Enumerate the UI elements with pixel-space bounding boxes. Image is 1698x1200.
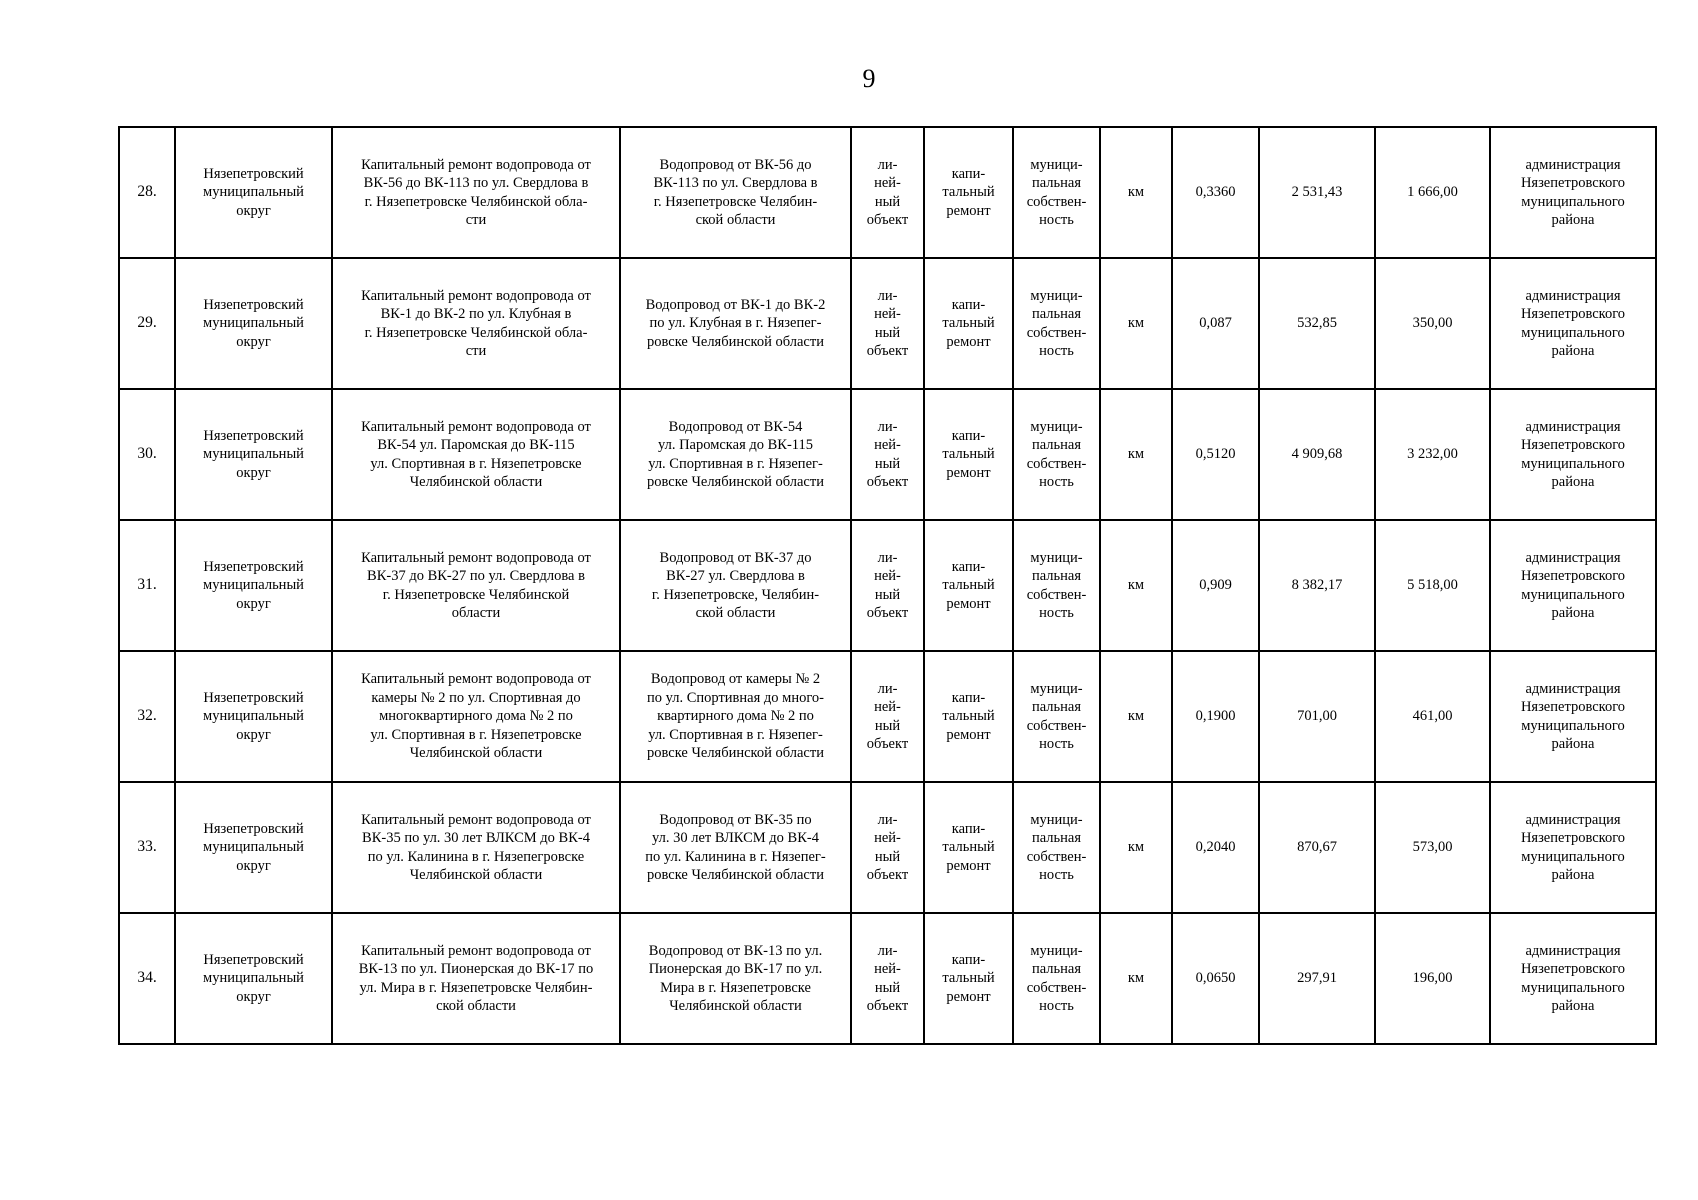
row-number: 34. (119, 913, 175, 1044)
row-number: 29. (119, 258, 175, 389)
object-cell: Водопровод от камеры № 2 по ул. Спортивная до много- квартирного дома № 2 по ул. Спортивная в г. Нязепег- ровске Челябинской области (620, 651, 851, 782)
row-number: 28. (119, 127, 175, 258)
cost-share-cell: 461,00 (1375, 651, 1490, 782)
object-cell: Водопровод от ВК-13 по ул. Пионерская до ВК-17 по ул. Мира в г. Нязепетровске Челябинской области (620, 913, 851, 1044)
table-row (119, 389, 1656, 520)
quantity-cell: 0,0650 (1172, 913, 1259, 1044)
municipality-cell: Нязепетровский муниципальный округ (175, 913, 332, 1044)
municipality-cell: Нязепетровский муниципальный округ (175, 520, 332, 651)
table-row (119, 258, 1656, 389)
row-number: 30. (119, 389, 175, 520)
object-cell: Водопровод от ВК-37 до ВК-27 ул. Свердлова в г. Нязепетровске, Челябин- ской области (620, 520, 851, 651)
ownership-cell: муници- пальная собствен- ность (1013, 389, 1100, 520)
ownership-cell: муници- пальная собствен- ность (1013, 782, 1100, 913)
executor-cell: администрация Нязепетровского муниципального района (1490, 389, 1656, 520)
cost-total-cell: 2 531,43 (1259, 127, 1375, 258)
object-type-cell: ли- ней- ный объект (851, 389, 924, 520)
executor-cell: администрация Нязепетровского муниципального района (1490, 127, 1656, 258)
object-cell: Водопровод от ВК-54 ул. Паромская до ВК-115 ул. Спортивная в г. Нязепег- ровске Челябинской области (620, 389, 851, 520)
work-type-cell: капи- тальный ремонт (924, 651, 1013, 782)
event-cell: Капитальный ремонт водопровода от ВК-37 до ВК-27 по ул. Свердлова в г. Нязепетровске Челябинской области (332, 520, 620, 651)
municipality-cell: Нязепетровский муниципальный округ (175, 651, 332, 782)
table-row (119, 782, 1656, 913)
quantity-cell: 0,087 (1172, 258, 1259, 389)
object-type-cell: ли- ней- ный объект (851, 520, 924, 651)
table-row (119, 913, 1656, 1044)
object-type-cell: ли- ней- ный объект (851, 258, 924, 389)
municipality-cell: Нязепетровский муниципальный округ (175, 127, 332, 258)
cost-share-cell: 5 518,00 (1375, 520, 1490, 651)
work-type-cell: капи- тальный ремонт (924, 258, 1013, 389)
row-number: 31. (119, 520, 175, 651)
table-row (119, 520, 1656, 651)
object-type-cell: ли- ней- ный объект (851, 782, 924, 913)
event-cell: Капитальный ремонт водопровода от ВК-1 до ВК-2 по ул. Клубная в г. Нязепетровске Челябинской обла- сти (332, 258, 620, 389)
table-row (119, 651, 1656, 782)
cost-total-cell: 4 909,68 (1259, 389, 1375, 520)
cost-total-cell: 870,67 (1259, 782, 1375, 913)
executor-cell: администрация Нязепетровского муниципального района (1490, 520, 1656, 651)
work-type-cell: капи- тальный ремонт (924, 520, 1013, 651)
cost-share-cell: 196,00 (1375, 913, 1490, 1044)
executor-cell: администрация Нязепетровского муниципального района (1490, 913, 1656, 1044)
unit-cell: км (1100, 389, 1172, 520)
object-cell: Водопровод от ВК-1 до ВК-2 по ул. Клубная в г. Нязепег- ровске Челябинской области (620, 258, 851, 389)
unit-cell: км (1100, 913, 1172, 1044)
cost-total-cell: 297,91 (1259, 913, 1375, 1044)
cost-share-cell: 350,00 (1375, 258, 1490, 389)
cost-total-cell: 701,00 (1259, 651, 1375, 782)
executor-cell: администрация Нязепетровского муниципального района (1490, 651, 1656, 782)
unit-cell: км (1100, 651, 1172, 782)
quantity-cell: 0,909 (1172, 520, 1259, 651)
work-type-cell: капи- тальный ремонт (924, 127, 1013, 258)
page-number: 9 (862, 64, 876, 93)
unit-cell: км (1100, 127, 1172, 258)
work-type-cell: капи- тальный ремонт (924, 389, 1013, 520)
ownership-cell: муници- пальная собствен- ность (1013, 651, 1100, 782)
row-number: 33. (119, 782, 175, 913)
object-type-cell: ли- ней- ный объект (851, 127, 924, 258)
ownership-cell: муници- пальная собствен- ность (1013, 913, 1100, 1044)
work-type-cell: капи- тальный ремонт (924, 913, 1013, 1044)
cost-total-cell: 8 382,17 (1259, 520, 1375, 651)
cost-total-cell: 532,85 (1259, 258, 1375, 389)
cost-share-cell: 573,00 (1375, 782, 1490, 913)
event-cell: Капитальный ремонт водопровода от ВК-56 до ВК-113 по ул. Свердлова в г. Нязепетровске Челябинской обла- сти (332, 127, 620, 258)
table-row (119, 127, 1656, 258)
quantity-cell: 0,2040 (1172, 782, 1259, 913)
municipality-cell: Нязепетровский муниципальный округ (175, 258, 332, 389)
unit-cell: км (1100, 782, 1172, 913)
registry-table (118, 126, 1657, 1045)
quantity-cell: 0,3360 (1172, 127, 1259, 258)
work-type-cell: капи- тальный ремонт (924, 782, 1013, 913)
unit-cell: км (1100, 520, 1172, 651)
quantity-cell: 0,1900 (1172, 651, 1259, 782)
object-type-cell: ли- ней- ный объект (851, 913, 924, 1044)
cost-share-cell: 1 666,00 (1375, 127, 1490, 258)
quantity-cell: 0,5120 (1172, 389, 1259, 520)
object-type-cell: ли- ней- ный объект (851, 651, 924, 782)
ownership-cell: муници- пальная собствен- ность (1013, 258, 1100, 389)
event-cell: Капитальный ремонт водопровода от ВК-13 по ул. Пионерская до ВК-17 по ул. Мира в г. Нязепетровске Челябин- ской области (332, 913, 620, 1044)
unit-cell: км (1100, 258, 1172, 389)
ownership-cell: муници- пальная собствен- ность (1013, 127, 1100, 258)
executor-cell: администрация Нязепетровского муниципального района (1490, 782, 1656, 913)
row-number: 32. (119, 651, 175, 782)
event-cell: Капитальный ремонт водопровода от ВК-54 ул. Паромская до ВК-115 ул. Спортивная в г. Нязепетровске Челябинской области (332, 389, 620, 520)
object-cell: Водопровод от ВК-56 до ВК-113 по ул. Свердлова в г. Нязепетровске Челябин- ской области (620, 127, 851, 258)
event-cell: Капитальный ремонт водопровода от ВК-35 по ул. 30 лет ВЛКСМ до ВК-4 по ул. Калинина в г. Нязепегровске Челябинской области (332, 782, 620, 913)
municipality-cell: Нязепетровский муниципальный округ (175, 389, 332, 520)
cost-share-cell: 3 232,00 (1375, 389, 1490, 520)
executor-cell: администрация Нязепетровского муниципального района (1490, 258, 1656, 389)
event-cell: Капитальный ремонт водопровода от камеры № 2 по ул. Спортивная до многоквартирного дома № 2 по ул. Спортивная в г. Нязепетровске Челябинской области (332, 651, 620, 782)
object-cell: Водопровод от ВК-35 по ул. 30 лет ВЛКСМ до ВК-4 по ул. Калинина в г. Нязепег- ровске Челябинской области (620, 782, 851, 913)
municipality-cell: Нязепетровский муниципальный округ (175, 782, 332, 913)
ownership-cell: муници- пальная собствен- ность (1013, 520, 1100, 651)
